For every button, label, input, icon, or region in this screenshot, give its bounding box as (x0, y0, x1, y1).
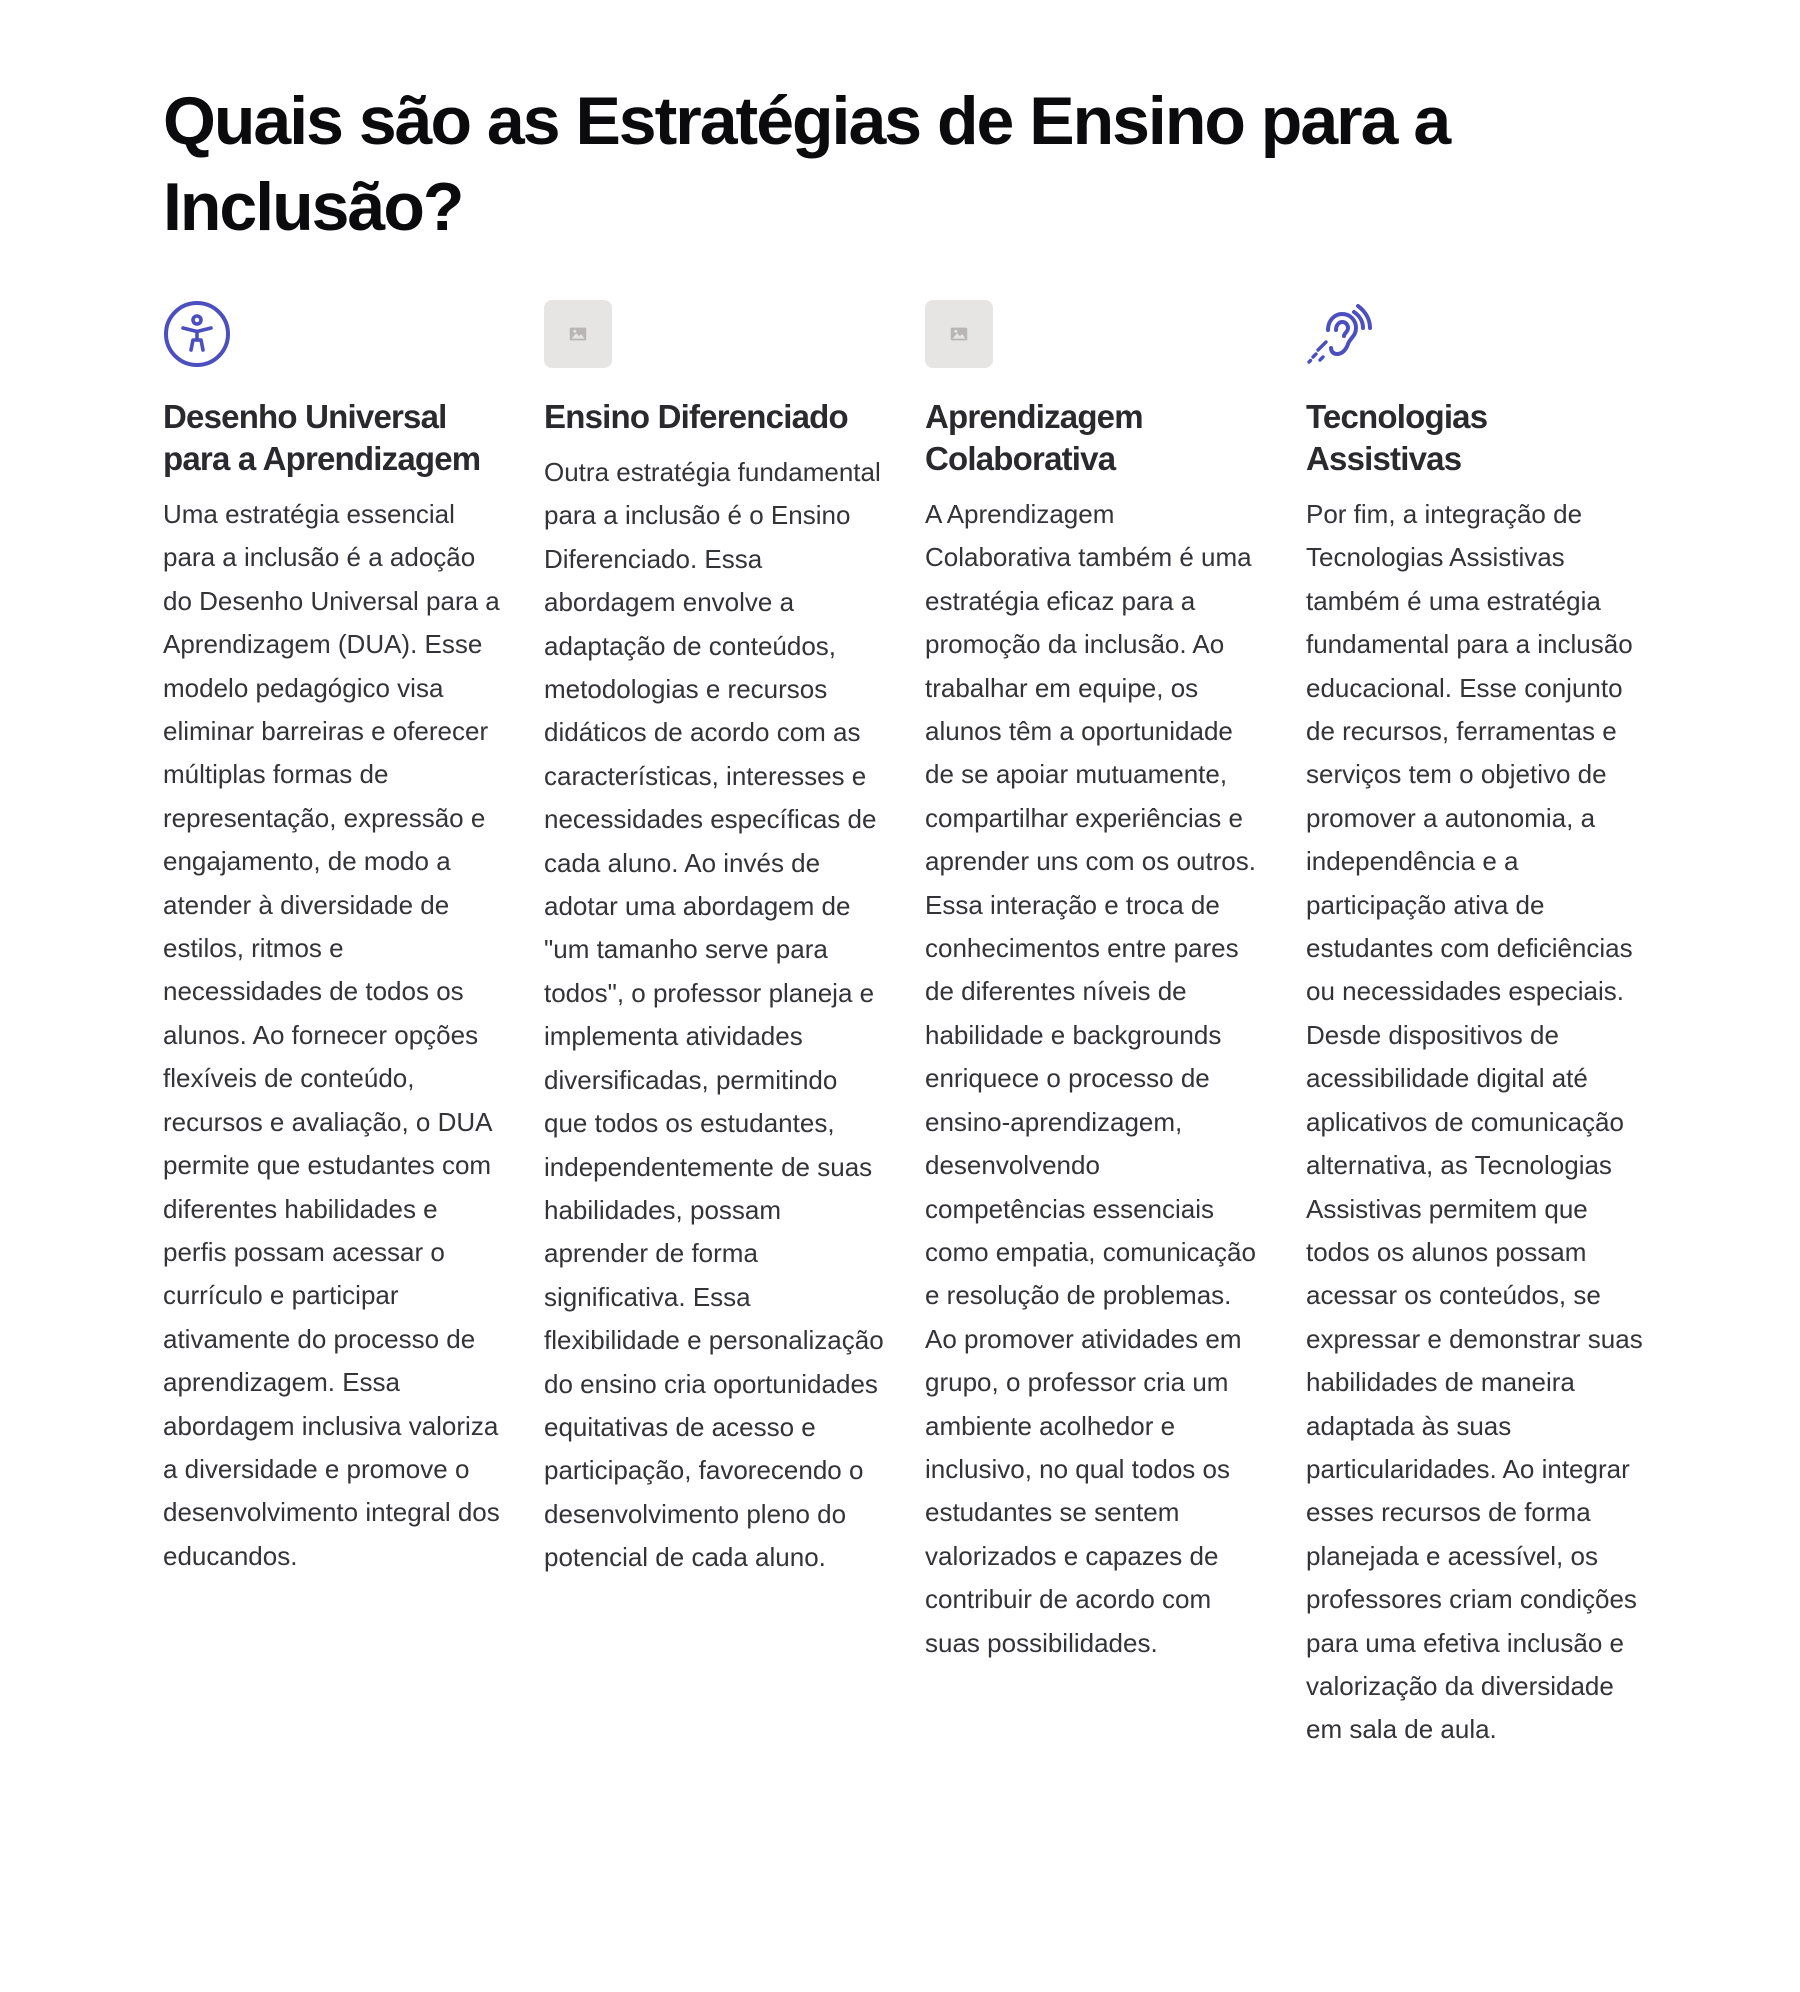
card-body: Outra estratégia fundamental para a inclusão é o Ensino Diferenciado. Essa abordagem envolve a adaptação de conteúdos, metodologias e recursos didáticos de acordo com as características, interesses e necessidades específicas de cada aluno. Ao invés de adotar uma abordagem de "um tamanho serve para todos", o professor planeja e implementa atividades diversificadas, permitindo que todos os estudantes, independentemente de suas habilidades, possam aprender de forma significativa. Essa flexibilidade e personalização do ensino cria oportunidades equitativas de acesso e participação, favorecendo o desenvolvimento pleno do potencial de cada aluno. (544, 457, 884, 1573)
image-placeholder-icon (544, 300, 612, 368)
page-title: Quais são as Estratégias de Ensino para a Inclusão? (163, 83, 1450, 245)
strategy-card-differentiated-teaching (544, 300, 884, 1580)
image-placeholder-icon (925, 300, 993, 368)
card-title: Desenho Universal para a Aprendizagem (163, 398, 481, 477)
card-title: Tecnologias Assistivas (1306, 398, 1488, 477)
card-body: A Aprendizagem Colaborativa também é uma estratégia eficaz para a promoção da inclusão. Ao trabalhar em equipe, os alunos têm a oportunidade de se apoiar mutuamente, compartilhar experiências e aprender uns com os outros. Essa interação e troca de conhecimentos entre pares de diferentes níveis de habilidade e backgrounds enriquece o processo de ensino-aprendizagem, desenvolvendo competências essenciais como empatia, comunicação e resolução de problemas. Ao promover atividades em grupo, o professor cria um ambiente acolhedor e inclusivo, no qual todos os estudantes se sentem valorizados e capazes de contribuir de acordo com suas possibilidades. (925, 499, 1256, 1658)
hearing-assist-icon (1306, 300, 1374, 368)
strategy-card-assistive-tech (1306, 300, 1646, 1752)
strategy-card-collaborative-learning (925, 300, 1265, 1665)
card-title: Ensino Diferenciado (544, 398, 848, 435)
card-title: Aprendizagem Colaborativa (925, 398, 1143, 477)
card-body: Uma estratégia essencial para a inclusão é a adoção do Desenho Universal para a Aprendizagem (DUA). Esse modelo pedagógico visa eliminar barreiras e oferecer múltiplas formas de representação, expressão e engajamento, de modo a atender à diversidade de estilos, ritmos e necessidades de todos os alunos. Ao fornecer opções flexíveis de conteúdo, recursos e avaliação, o DUA permite que estudantes com diferentes habilidades e perfis possam acessar o currículo e participar ativamente do processo de aprendizagem. Essa abordagem inclusiva valoriza a diversidade e promove o desenvolvimento integral dos educandos. (163, 499, 500, 1571)
accessibility-icon (163, 300, 231, 368)
strategy-card-universal-design (163, 300, 503, 1578)
strategies-section (163, 78, 1663, 1745)
card-body: Por fim, a integração de Tecnologias Assistivas também é uma estratégia fundamental para a inclusão educacional. Esse conjunto de recursos, ferramentas e serviços tem o objetivo de promover a autonomia, a independência e a participação ativa de estudantes com deficiências ou necessidades especiais. Desde dispositivos de acessibilidade digital até aplicativos de comunicação alternativa, as Tecnologias Assistivas permitem que todos os alunos possam acessar os conteúdos, se expressar e demonstrar suas habilidades de maneira adaptada às suas particularidades. Ao integrar esses recursos de forma planejada e acessível, os professores criam condições para uma efetiva inclusão e valorização da diversidade em sala de aula. (1306, 499, 1643, 1745)
